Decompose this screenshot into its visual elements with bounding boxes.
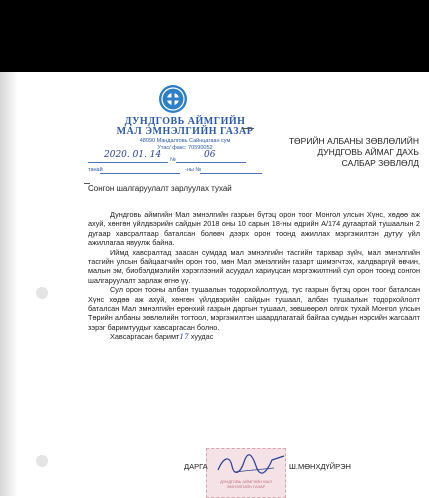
binder-hole-icon [36,287,48,299]
body-paragraph-3: Сул орон тооны албан тушаалын тодорхойлолтууд, тус газрын бүтэц орон тоог баталсан Хүнс хөдөө аж ахуй, хөнгөн үйлдвэрийн сайдын тушаал, албан тушаалын тодорхойлолт баталсан Мал эмнэлгийн ерөнхий газрын даргын тушаал, зөвшөөрөл олгох тухай Монгол улсын Төрийн албаны зөвлөлийн тогтоол, мэргэжилтэн шаардлагатай байгаа сумдын нэрсийн жагсаалт зэрэг баримтуудыг хавсаргасан болно. [88,285,420,332]
binder-hole-icon [36,455,48,467]
number-label: № [170,157,176,163]
org-address: 48090 Мандалговь Сайнцагаан сум [139,138,231,144]
signature-icon [214,452,294,478]
ref-underline-2 [200,173,262,174]
ref-underline-1 [100,173,180,174]
attachment-unit: хуудас [188,332,214,342]
subject-line: Сонгон шалгаруулалт зарлуулах тухай [88,184,232,193]
stamp-text: ДУНДГОВЬ АЙМГИЙН МАЛ ЭМНЭЛГИЙН ГАЗАР [220,479,272,489]
org-name-line1: ДУНДГОВЬ АЙМГИЙН [124,116,246,127]
body-paragraph-1: Дундговь аймгийн Мал эмнэлгийн газрын бүтэц орон тоог Монгол улсын Хүнс, хөдөө аж ахуй, хөнгөн үйлдвэрийн сайдын 2018 оны 10 сарын 18-ны өдрийн А/174 дугаартай тушаалын 2 дугаар хавсралтаар баталсан болөвч дээрх орон тоонд ажиллах мэргэжилтэн дутуу үйл ажиллагаа явуулж байна. [88,210,420,248]
org-name-line2: МАЛ ЭМНЭЛГИЙН ГАЗАР [116,126,254,137]
body-paragraph-4 [88,332,420,341]
body-paragraph-2: Иймд хавсралтад заасан сумдад мал эмнэлгийн тасгийн тархвар зүйч, мал эмнэлгийн тасгийн улсын байцаагчийн орон тоо, мөн Мал эмнэлгийн газарт шимэгчтэх, халдваргүй өвчин, малын эм, биобэлдмэлийн хэрэглээний асуудал хариуцсан мэргэжилтний сул орон тоонд сонгон шалгаруулалт зарлаж өгнө үү. [88,247,420,285]
recipient-line2: ДУНДГОВЬ АЙМАГ ДАХЬ [317,147,419,157]
number-underline [176,162,246,163]
recipient-line3: САЛБАР ЗӨВЛӨЛД [341,158,419,168]
signer-title: ДАРГА [184,462,208,471]
attachment-count-handwritten: 17 [179,332,189,342]
handwritten-number: 06 [204,150,216,160]
letter-body [88,210,420,342]
org-phone: Утас/ факс: 70590052 [157,145,213,151]
attachment-label: Хавсаргасан баримт [110,332,180,342]
signer-name: Ш.МӨНХДҮЙРЭН [289,462,351,471]
page-edge-shadow [0,72,18,496]
ref-label-2: -ны № [185,167,202,173]
handwritten-date: 2020. 01. 14 [104,150,162,160]
ref-label-1: танай [88,167,103,173]
recipient-bracket [242,128,254,129]
date-underline [88,162,168,163]
emblem-logo-icon [158,84,188,114]
recipient-line1: ТӨРИЙН АЛБАНЫ ЗӨВЛӨЛИЙН [288,136,419,146]
top-black-band [0,0,429,72]
recipient-block [269,136,419,169]
